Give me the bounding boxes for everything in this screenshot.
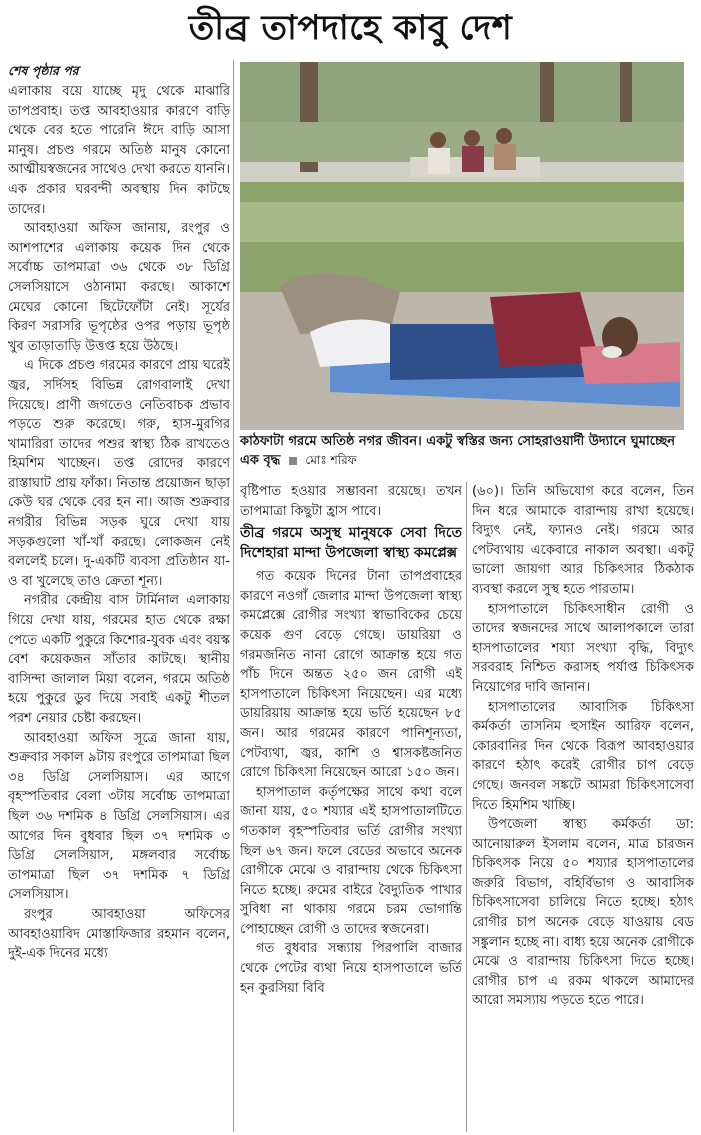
paragraph: বৃষ্টিপাত হওয়ার সম্ভাবনা রয়েছে। তখন তাপমাত্রা কিছুটা হ্রাস পাবে। [240, 484, 462, 519]
square-bullet-icon [289, 457, 297, 465]
photo-illustration [240, 62, 684, 430]
paragraph: হাসপাতালে চিকিৎসাধীন রোগী ও তাদের স্বজনদের সাথে আলাপকালে তারা হাসপাতালের শয্যা সংখ্যা বৃদ্ধি, বিদ্যুৎ সরবরাহ নিশ্চিত করাসহ পর্যাপ্ত চিকিৎসক নিয়োগের দাবি জানান। [472, 601, 694, 695]
news-photo [240, 62, 684, 430]
paragraph: নগরীর কেন্দ্রীয় বাস টার্মিনাল এলাকায় গিয়ে দেখা যায়, গরমের হাত থেকে রক্ষা পেতে একটি পুকুরে কিশোর-যুবক এবং বয়স্ক বেশ কয়েকজন সাঁতার কাটছে। স্থানীয় বাসিন্দা জালাল মিয়া বলেন, গরমে অতিষ্ঠ হয়ে পুকুরে ডুব দিয়ে সবাই একটু শীতল পরশ নেয়ার চেষ্টা করছেন। [8, 593, 230, 726]
column-divider [233, 60, 234, 1132]
paragraph: (৬০)। তিনি অভিযোগ করে বলেন, তিন দিন ধরে আমাকে বারান্দায় রাখা হয়েছে। বিদ্যুৎ নেই, ফ্যানও নেই। গরমে আর পেটব্যথায় একেবারে নাকাল অবস্থা। একটু ভালো জায়গা আর চিকিৎসার ঠিকঠাক ব্যবস্থা করলে সুস্থ হতে পারতাম। [472, 484, 694, 597]
paragraph: গত বুধবার সন্ধ্যায় পিরপালি বাজার থেকে পেটের ব্যথা নিয়ে হাসপাতালে ভর্তি হন কুরসিয়া বিবি [240, 941, 462, 996]
paragraph: হাসপাতালের আবাসিক চিকিৎসা কর্মকর্তা তাসনিম হুসাইন আরিফ বলেন, কোরবানির দিন থেকে বিরূপ আবহাওয়ার কারণে হঠাৎ করেই রোগীর চাপ বেড়ে গেছে। জনবল সঙ্কটে আমরা চিকিৎসাসেবা দিতে হিমশিম খাচ্ছি। [472, 699, 694, 813]
caption-text: কাঠফাটা গরমে অতিষ্ঠ নগর জীবন। একটু স্বস্তির জন্য সোহরাওয়ার্দী উদ্যানে ঘুমাচ্ছেন এক বৃদ্ধ [240, 434, 676, 468]
article-column-1 [8, 60, 230, 1130]
paragraph: গত কয়েক দিনের টানা তাপপ্রবাহের কারণে নওগাঁ জেলার মান্দা উপজেলা স্বাস্থ্য কমপ্লেক্সে রোগীর সংখ্যা স্বাভাবিকের চেয়ে কয়েক গুণ বেড়ে গেছে। ডায়রিয়া ও গরমজনিত নানা রোগে আক্রান্ত হয়ে গত পাঁচ দিনে অন্তত ২৫০ জন রোগী এই হাসপাতালে চিকিৎসা নিয়েছেন। এর মধ্যে ডায়রিয়ায় আক্রান্ত হয়ে ভর্তি হয়েছেন ৮৫ জন। আর গরমের কারণে পানিশূন্যতা, পেটব্যথা, জ্বর, কাশি ও শ্বাসকষ্টজনিত রোগে চিকিৎসা নিয়েছেন আরো ১৫০ জন। [240, 569, 462, 781]
paragraph: হাসপাতাল কর্তৃপক্ষের সাথে কথা বলে জানা যায়, ৫০ শয্যার এই হাসপাতালটিতে গতকাল বৃহস্পতিবার ভর্তি রোগীর সংখ্যা ছিল ৬৭ জন। ফলে বেডের অভাবে অনেক রোগীকে মেঝে ও বারান্দায় থেকে চিকিৎসা নিতে হচ্ছে। রুমের বাইরে বৈদ্যুতিক পাখার সুবিধা না থাকায় গরমে চরম ভোগান্তি পোহাচ্ছেন রোগী ও তাদের স্বজনেরা। [240, 784, 462, 937]
column-divider [466, 482, 467, 1132]
photo-credit: মোঃ শরিফ [305, 453, 357, 467]
headline: তীব্র তাপদাহে কাবু দেশ [188, 8, 513, 48]
paragraph: আবহাওয়া অফিস সূত্রে জানা যায়, শুক্রবার সকাল ৯টায় রংপুরে তাপমাত্রা ছিল ৩৪ ডিগ্রি সেলসিয়াস। এর আগে বৃহস্পতিবার বেলা ৩টায় সর্বোচ্চ তাপমাত্রা ছিল ৩৬ দশমিক ৪ ডিগ্রি সেলসিয়াস। এর আগের দিন বুধবার ছিল ৩৭ দশমিক ৩ ডিগ্রি সেলসিয়াস, মঙ্গলবার সর্বোচ্চ তাপমাত্রা ছিল ৩৭ দশমিক ৭ ডিগ্রি সেলসিয়াস। [8, 730, 230, 903]
section-subhead: তীব্র গরমে অসুস্থ মানুষকে সেবা দিতে দিশেহারা মান্দা উপজেলা স্বাস্থ্য কমপ্লেক্স [240, 525, 462, 562]
continued-label: শেষ পৃষ্ঠার পর [8, 63, 79, 78]
paragraph: এলাকায় বয়ে যাচ্ছে মৃদু থেকে মাঝারি তাপপ্রবাহ। তপ্ত আবহাওয়ার কারণে বাড়ি থেকে বের হতে পারেনি ঈদে বাড়ি আসা মানুষ। প্রচণ্ড গরমে অতিষ্ঠ মানুষ কোনো আত্মীয়স্বজনের সাথেও দেখা করতে যাননি। এক প্রকার ঘরবন্দী অবস্থায় দিন কাটছে তাদের। [8, 84, 230, 217]
paragraph: রংপুর আবহাওয়া অফিসের আবহাওয়াবিদ মোস্তাফিজার রহমান বলেন, দুই-এক দিনের মধ্যে [8, 906, 230, 962]
photo-caption [240, 432, 692, 470]
paragraph: এ দিকে প্রচণ্ড গরমের কারণে প্রায় ঘরেই জ্বর, সর্দিসহ বিভিন্ন রোগবালাই দেখা দিয়েছে। প্রাণী জগতেও নেতিবাচক প্রভাব পড়তে শুরু করেছে। গরু, হাস-মুরগির খামারিরা তাদের পশুর স্বাস্থ্য ঠিক রাখতেও হিমশিম খাচ্ছেন। তপ্ত রোদের কারণে রাস্তাঘাট প্রায় ফাঁকা। নিতান্ত প্রয়োজন ছাড়া কেউ ঘর থেকে বের হন না। আজ শুক্রবার নগরীর বিভিন্ন সড়ক ঘুরে দেখা যায় সড়কগুলো খাঁ-খাঁ করছে। লোকজন নেই বললেই চলে। দু-একটি ব্যবসা প্রতিষ্ঠান যা-ও বা খুলেছে তাও ক্রেতা শূন্য। [8, 358, 230, 589]
paragraph: উপজেলা স্বাস্থ্য কর্মকর্তা ডা: আনোয়ারুল ইসলাম বলেন, মাত্র চারজন চিকিৎসক নিয়ে ৫০ শয্যার হাসপাতালের জরুরি বিভাগ, বহির্বিভাগ ও আবাসিক চিকিৎসাসেবা চালিয়ে নিতে হচ্ছে। হঠাৎ রোগীর চাপ অনেক বেড়ে যাওয়ায় বেড সঙ্কুলান হচ্ছে না। বাধ্য হয়ে অনেক রোগীকে মেঝে ও বারান্দায় চিকিৎসা দিতে হচ্ছে। রোগীর চাপ এ রকম থাকলে আমাদের আরো সমস্যায় পড়তে হতে পারে। [472, 817, 694, 1009]
article-column-2 [240, 482, 462, 1132]
paragraph: আবহাওয়া অফিস জানায়, রংপুর ও আশপাশের এলাকায় কয়েক দিন থেকে সর্বোচ্চ তাপমাত্রা ৩৬ থেকে ৩৮ ডিগ্রি সেলসিয়াসে ওঠানামা করছে। আকাশে মেঘের কোনো ছিটেফোঁটা নেই। সূর্যের কিরণ সরাসরি ভূপৃষ্ঠের ওপর পড়ায় ভূপৃষ্ঠ খুব তাড়াতাড়ি উত্তপ্ত হয়ে উঠছে। [8, 221, 230, 354]
article-column-3 [472, 482, 694, 1132]
